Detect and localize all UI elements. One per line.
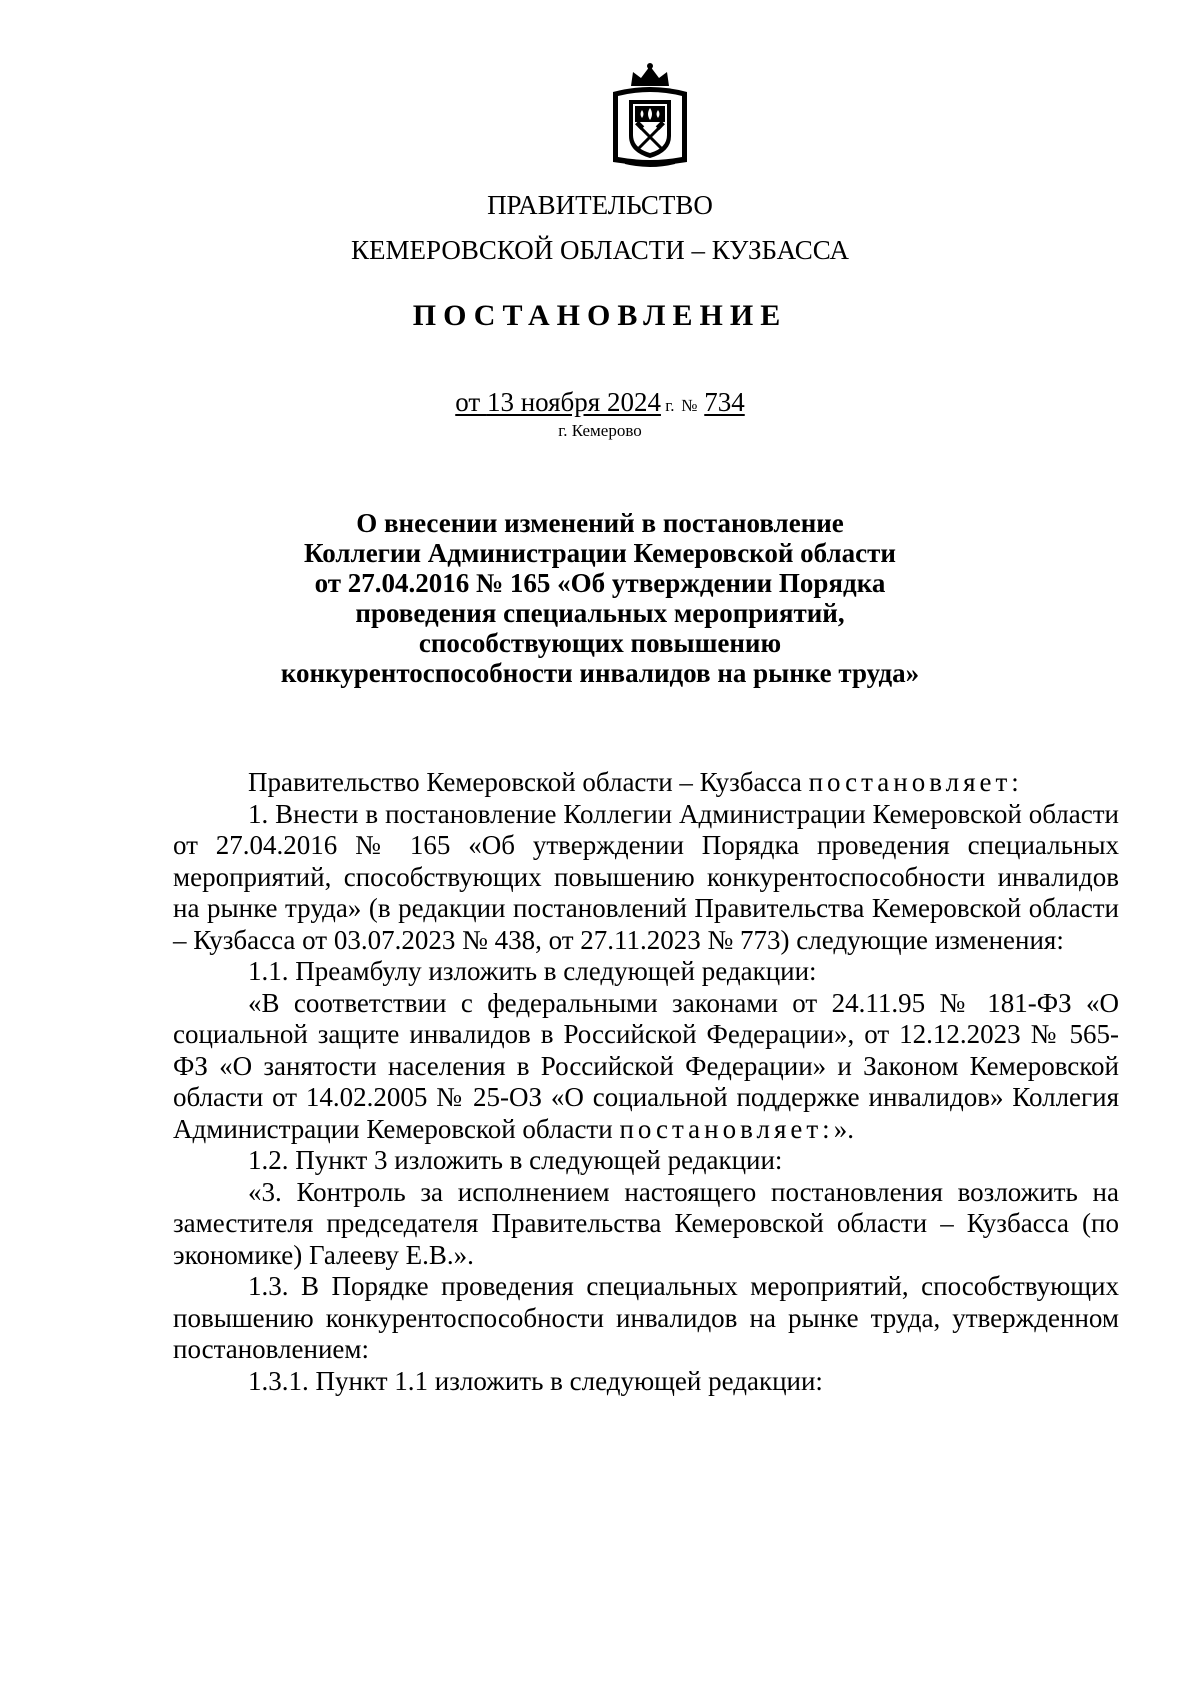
- paragraph-1-2: 1.2. Пункт 3 изложить в следующей редакции:: [248, 1145, 783, 1175]
- city-name: г. Кемерово: [558, 421, 642, 440]
- paragraph-1-3-1: 1.3.1. Пункт 1.1 изложить в следующей редакции:: [248, 1365, 823, 1396]
- title-line: конкурентоспособности инвалидов на рынке труда»: [280, 658, 920, 688]
- quote-preamble-resolves: постановляет:: [619, 1113, 834, 1144]
- document-number: 734: [704, 387, 745, 417]
- preamble-text: Правительство Кемеровской области – Кузбасса: [248, 767, 809, 797]
- document-body: [173, 767, 1119, 1397]
- date-prefix: от: [455, 387, 487, 417]
- paragraph-1-3: 1.3. В Порядке проведения специальных мероприятий, способствующих повышению конкурентоспособности инвалидов на рынке труда, утвержденном постановлением:: [173, 1271, 1119, 1364]
- title-line: от 27.04.2016 № 165 «Об утверждении Порядка: [314, 568, 886, 598]
- document-title: [0, 508, 1200, 688]
- quote-preamble-text: «В соответствии с федеральными законами от 24.11.95 № 181-ФЗ «О социальной защите инвалидов в Российской Федерации», от 12.12.2023 № 565-ФЗ «О занятости населения в Российской Федерации» и Законом Кемеровской области от 14.02.2005 № 25-ОЗ «О социальной поддержке инвалидов» Коллегия Администрации Кемеровской области: [173, 987, 1119, 1144]
- date-field: [455, 387, 661, 417]
- government-name-line2: КЕМЕРОВСКОЙ ОБЛАСТИ – КУЗБАССА: [351, 235, 849, 265]
- document-type: ПОСТАНОВЛЕНИЕ: [412, 299, 788, 332]
- title-line: Коллегии Администрации Кемеровской области: [304, 538, 896, 568]
- government-name-line1: ПРАВИТЕЛЬСТВО: [487, 190, 713, 220]
- coat-of-arms-icon: [609, 62, 691, 168]
- date-number-line: [0, 386, 1200, 422]
- paragraph-1-1: 1.1. Преамбулу изложить в следующей редакции:: [248, 956, 817, 986]
- paragraph-1: 1. Внести в постановление Коллегии Администрации Кемеровской области от 27.04.2016 № 165 «Об утверждении Порядка проведения специальных мероприятий, способствующих повышению конкурентоспособности инвалидов на рынке труда» (в редакции постановлений Правительства Кемеровской области – Кузбасса от 03.07.2023 № 438, от 27.11.2023 № 773) следующие изменения:: [173, 798, 1119, 955]
- date-value: 13 ноября 2024: [486, 387, 661, 417]
- paragraph-quote-3: «3. Контроль за исполнением настоящего постановления возложить на заместителя председателя Правительства Кемеровской области – Кузбасса (по экономике) Галееву Е.В.».: [173, 1176, 1119, 1270]
- paragraph-quote-preamble: [173, 988, 1119, 1146]
- paragraph-preamble: [173, 767, 1119, 799]
- title-line: проведения специальных мероприятий,: [355, 598, 845, 628]
- title-line: О внесении изменений в постановление: [356, 508, 844, 538]
- date-suffix: г.: [660, 396, 675, 415]
- number-sign: №: [681, 396, 698, 415]
- title-line: способствующих повышению: [418, 628, 782, 658]
- quote-preamble-end: ».: [833, 1113, 854, 1144]
- preamble-resolves: постановляет:: [808, 767, 1023, 797]
